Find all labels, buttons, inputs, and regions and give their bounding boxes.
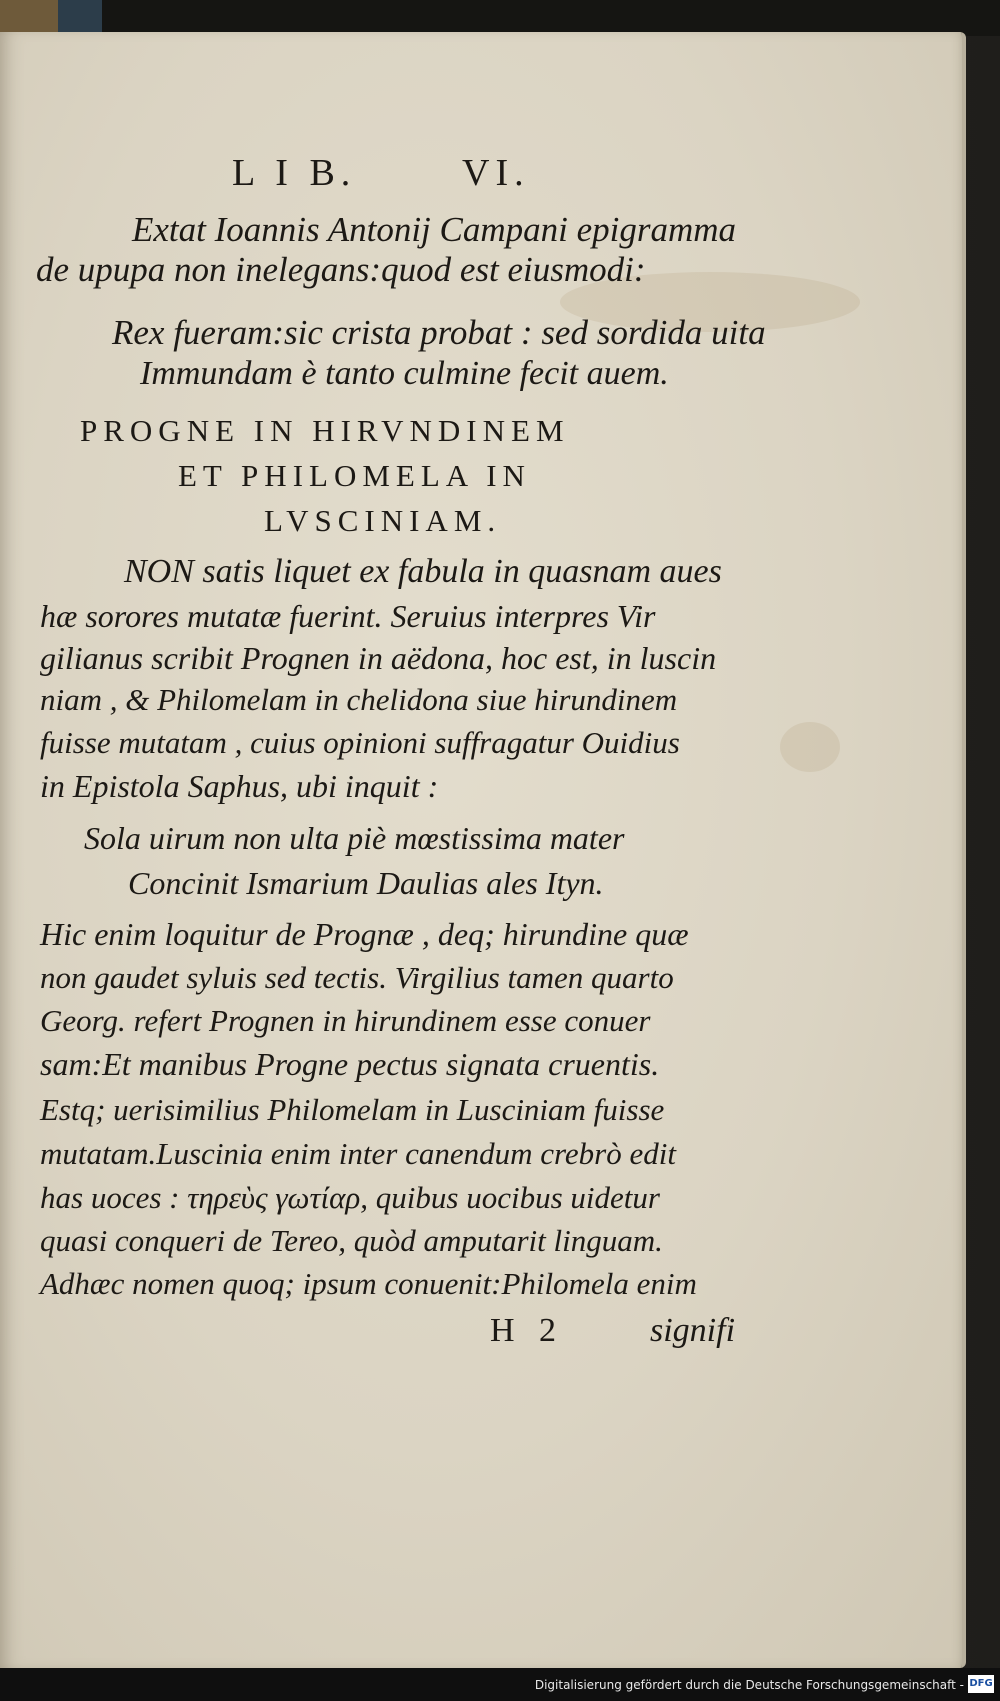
running-header-book-number: VI. xyxy=(462,152,530,194)
verse-line: Immundam è tanto culmine fecit auem. xyxy=(140,355,669,392)
top-dark-strip xyxy=(0,0,1000,36)
text-line: quasi conqueri de Tereo, quòd amputarit linguam. xyxy=(40,1223,663,1258)
section-heading-line: LVSCINIAM. xyxy=(264,503,502,538)
section-heading-line: PROGNE IN HIRVNDINEM xyxy=(80,413,570,448)
dfg-logo: DFG xyxy=(968,1675,994,1693)
text-line: fuisse mutatam , cuius opinioni suffragatur Ouidius xyxy=(40,725,680,760)
text-line: Estq; uerisimilius Philomelam in Lusciniam fuisse xyxy=(40,1092,665,1127)
text-line: non gaudet syluis sed tectis. Virgilius tamen quarto xyxy=(40,960,674,995)
text-line: NON satis liquet ex fabula in quasnam aues xyxy=(124,553,722,590)
text-line: niam , & Philomelam in chelidona siue hirundinem xyxy=(40,682,678,717)
text-line: Extat Ioannis Antonij Campani epigramma xyxy=(132,210,737,249)
book-page xyxy=(0,32,966,1668)
verse-line: Rex fueram:sic crista probat : sed sordida uita xyxy=(112,313,766,352)
digitization-credit: Digitalisierung gefördert durch die Deutsche Forschungsgemeinschaft - xyxy=(534,1678,964,1692)
text-line: Adhæc nomen quoq; ipsum conuenit:Philomela enim xyxy=(40,1266,697,1301)
text-line: in Epistola Saphus, ubi inquit : xyxy=(40,768,439,804)
text-line: hæ sorores mutatæ fuerint. Seruius interpres Vir xyxy=(40,598,656,634)
catchword: signifi xyxy=(650,1312,736,1349)
text-line: has uoces : τηρεὺς γωτίαρ, quibus uocibus uidetur xyxy=(40,1180,660,1215)
signature-mark: H 2 xyxy=(490,1312,565,1349)
verse-line: Concinit Ismarium Daulias ales Ityn. xyxy=(128,865,604,901)
text-line: mutatam.Luscinia enim inter canendum crebrò edit xyxy=(40,1136,676,1171)
text-line: Hic enim loquitur de Prognæ , deq; hirundine quæ xyxy=(40,916,689,952)
text-line: de upupa non inelegans:quod est eiusmodi: xyxy=(36,250,646,289)
text-line: gilianus scribit Prognen in aëdona, hoc est, in luscin xyxy=(40,640,717,676)
text-line: Georg. refert Prognen in hirundinem esse conuer xyxy=(40,1003,651,1038)
section-heading-line: ET PHILOMELA IN xyxy=(178,458,531,493)
text-line: sam:Et manibus Progne pectus signata cruentis. xyxy=(40,1046,660,1082)
color-tab xyxy=(58,0,102,36)
verse-line: Sola uirum non ulta piè mœstissima mater xyxy=(84,820,625,856)
running-header-lib: L I B. xyxy=(232,152,357,194)
page-stain xyxy=(780,722,840,772)
